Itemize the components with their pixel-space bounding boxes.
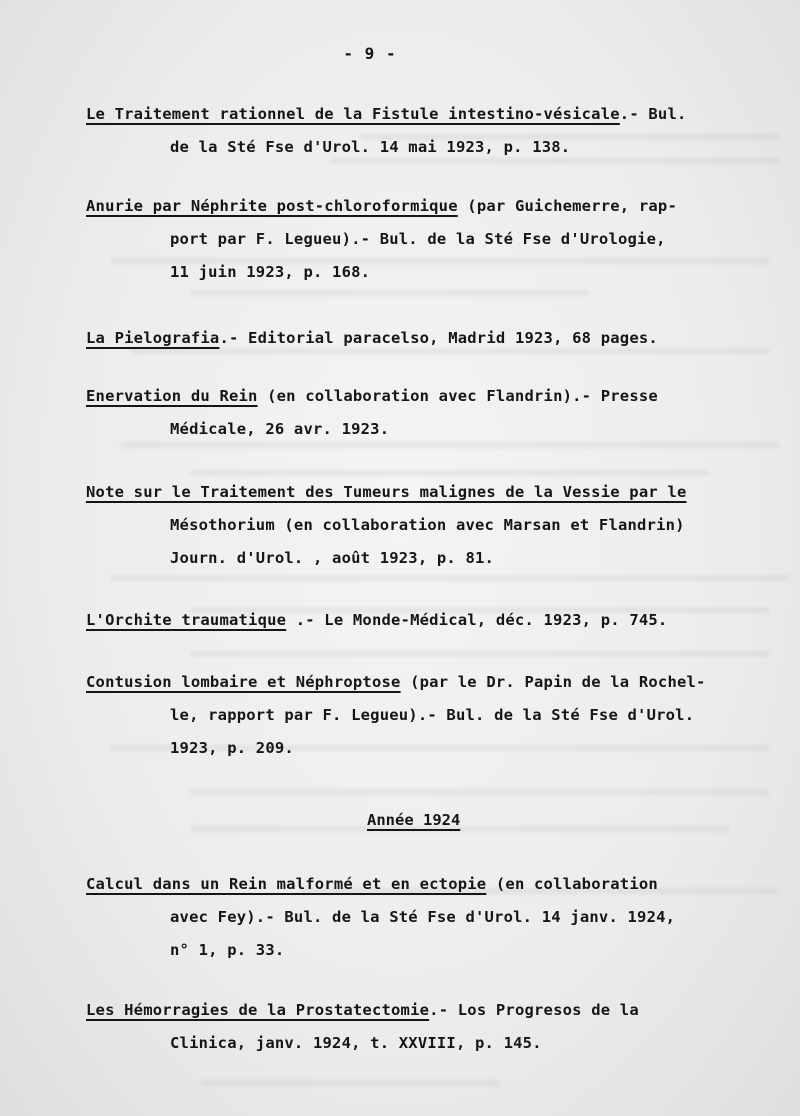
entry-continuation: Médicale, 26 avr. 1923.: [170, 420, 390, 438]
bibliography-entry: [86, 666, 766, 765]
entry-continuation: Mésothorium (en collaboration avec Marsan et Flandrin): [170, 516, 685, 534]
entry-source: (par le Dr. Papin de la Rochel-: [400, 673, 706, 691]
entry-source: .- Bul.: [619, 105, 687, 123]
entry-source: (en collaboration: [486, 875, 658, 893]
entry-source: (en collaboration avec Flandrin).- Presse: [257, 387, 658, 405]
bibliography-entry: [86, 322, 766, 355]
entry-title: La Pielografia: [86, 329, 220, 347]
entry-title: Enervation du Rein: [86, 387, 258, 405]
bibliography-entry: [86, 476, 766, 575]
bibliography-entry: [86, 868, 766, 967]
entry-continuation: de la Sté Fse d'Urol. 14 mai 1923, p. 138.: [170, 138, 571, 156]
bibliography-entry: [86, 994, 766, 1060]
page-number: - 9 -: [343, 44, 397, 63]
entry-title: Note sur le Traitement des Tumeurs malignes de la Vessie par le: [86, 483, 687, 501]
entry-source: .- Editorial paracelso, Madrid 1923, 68 pages.: [219, 329, 658, 347]
entry-title: Le Traitement rationnel de la Fistule intestino-vésicale: [86, 105, 620, 123]
entry-continuation: n° 1, p. 33.: [170, 941, 285, 959]
bibliography-entry: [86, 604, 766, 637]
entry-continuation: le, rapport par F. Legueu).- Bul. de la Sté Fse d'Urol.: [170, 706, 695, 724]
entry-source: .- Los Progresos de la: [429, 1001, 639, 1019]
entry-continuation: 1923, p. 209.: [170, 739, 294, 757]
entry-continuation: Journ. d'Urol. , août 1923, p. 81.: [170, 549, 495, 567]
entry-continuation: port par F. Legueu).- Bul. de la Sté Fse d'Urologie,: [170, 230, 666, 248]
entry-continuation: Clinica, janv. 1924, t. XXVIII, p. 145.: [170, 1034, 542, 1052]
entry-title: Contusion lombaire et Néphroptose: [86, 673, 401, 691]
entry-title: Les Hémorragies de la Prostatectomie: [86, 1001, 430, 1019]
entry-title: L'Orchite traumatique: [86, 611, 287, 629]
entry-source: (par Guichemerre, rap-: [457, 197, 677, 215]
bibliography-entry: [86, 190, 766, 289]
bibliography-entry: [86, 98, 766, 164]
bibliography-entry: [86, 380, 766, 446]
entry-title: Calcul dans un Rein malformé et en ectopie: [86, 875, 487, 893]
entry-title: Anurie par Néphrite post-chloroformique: [86, 197, 458, 215]
year-heading: Année 1924: [367, 811, 461, 829]
entry-source: .- Le Monde-Médical, déc. 1923, p. 745.: [286, 611, 668, 629]
entry-continuation: avec Fey).- Bul. de la Sté Fse d'Urol. 14 janv. 1924,: [170, 908, 676, 926]
entry-continuation: 11 juin 1923, p. 168.: [170, 263, 371, 281]
